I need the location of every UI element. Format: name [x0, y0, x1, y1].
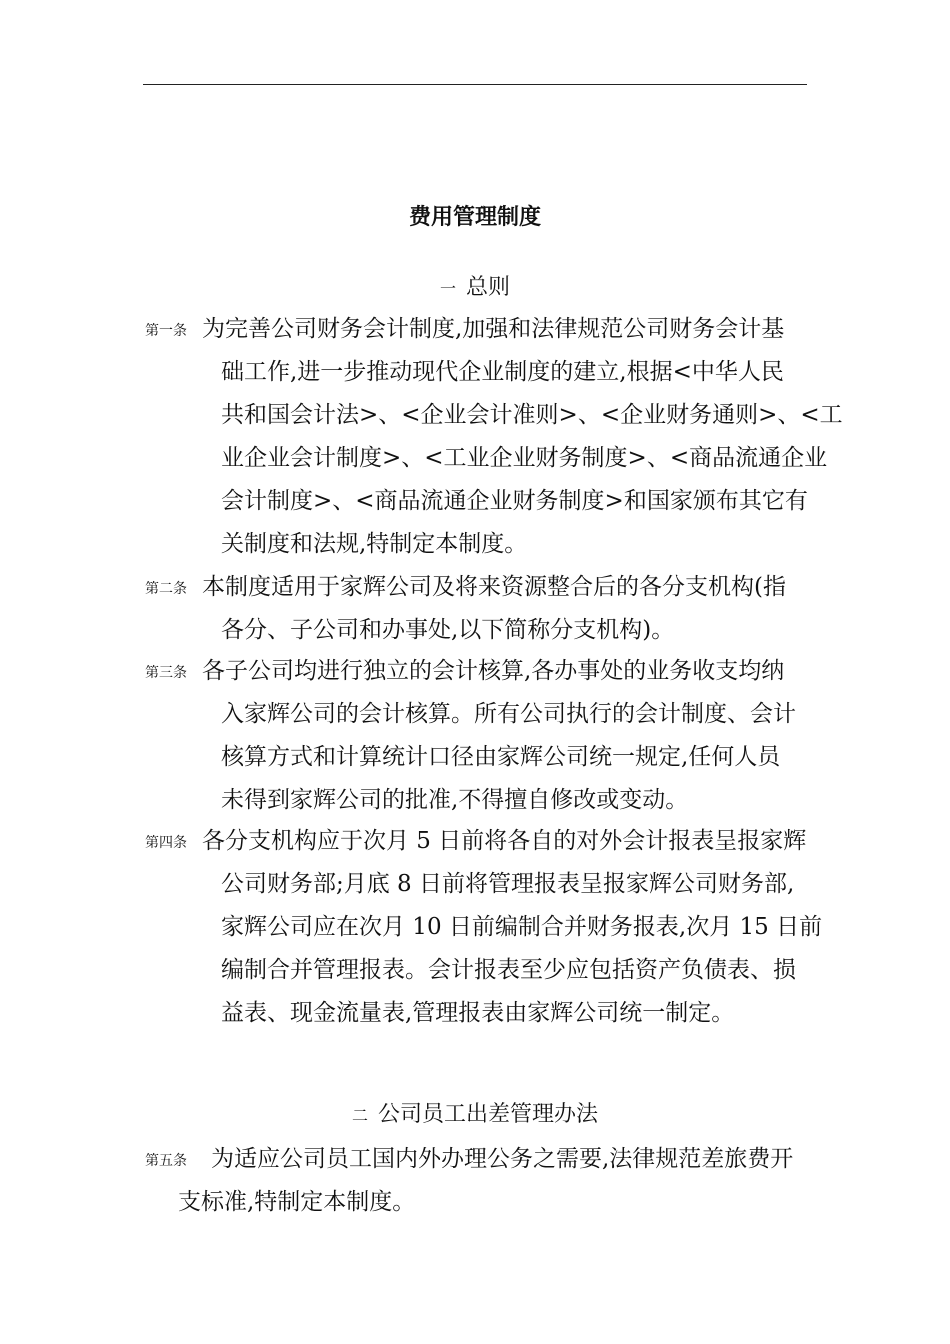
article-line: 各分支机构应于次月 5 日前将各自的对外会计报表呈报家辉 — [202, 828, 807, 854]
article-line: 家辉公司应在次月 10 日前编制合并财务报表,次月 15 日前 — [221, 914, 823, 940]
article-line: 各子公司均进行独立的会计核算,各办事处的业务收支均纳 — [202, 658, 785, 684]
article-line: 础工作,进一步推动现代企业制度的建立,根据<中华人民 — [221, 359, 784, 385]
article-line: 支标准,特制定本制度。 — [178, 1189, 416, 1215]
article-line: 本制度适用于家辉公司及将来资源整合后的各分支机构(指 — [202, 574, 786, 600]
article-line: 业企业会计制度>、<工业企业财务制度>、<商品流通企业 — [221, 445, 828, 471]
section-title: 公司员工出差管理办法 — [378, 1102, 599, 1127]
article-label: 第四条 — [145, 835, 187, 851]
article-line: 未得到家辉公司的批准,不得擅自修改或变动。 — [221, 787, 689, 813]
article-label: 第三条 — [145, 665, 187, 681]
article-line: 公司财务部;月底 8 日前将管理报表呈报家辉公司财务部, — [221, 871, 795, 897]
article-line: 为完善公司财务会计制度,加强和法律规范公司财务会计基 — [202, 316, 785, 342]
article-line: 各分、子公司和办事处,以下简称分支机构)。 — [221, 617, 675, 643]
article-label: 第五条 — [145, 1153, 187, 1169]
section-number: 一 — [439, 279, 456, 298]
section-number: 二 — [351, 1106, 368, 1125]
section-heading-2 — [0, 1097, 950, 1128]
article-line: 为适应公司员工国内外办理公务之需要,法律规范差旅费开 — [211, 1146, 794, 1172]
section-title: 总则 — [466, 275, 511, 300]
article-label: 第二条 — [145, 581, 187, 597]
article-line: 编制合并管理报表。会计报表至少应包括资产负债表、损 — [221, 957, 796, 983]
article-line: 会计制度>、<商品流通企业财务制度>和国家颁布其它有 — [221, 488, 808, 514]
article-line: 入家辉公司的会计核算。所有公司执行的会计制度、会计 — [221, 701, 796, 727]
article-label: 第一条 — [145, 323, 187, 339]
article-line: 共和国会计法>、<企业会计准则>、<企业财务通则>、<工 — [221, 402, 843, 428]
document-title: 费用管理制度 — [408, 205, 541, 230]
article-line: 核算方式和计算统计口径由家辉公司统一规定,任何人员 — [221, 744, 781, 770]
article-line: 关制度和法规,特制定本制度。 — [221, 531, 528, 557]
header-rule — [143, 84, 807, 85]
article-line: 益表、现金流量表,管理报表由家辉公司统一制定。 — [221, 1000, 735, 1026]
section-heading-1 — [0, 270, 950, 301]
